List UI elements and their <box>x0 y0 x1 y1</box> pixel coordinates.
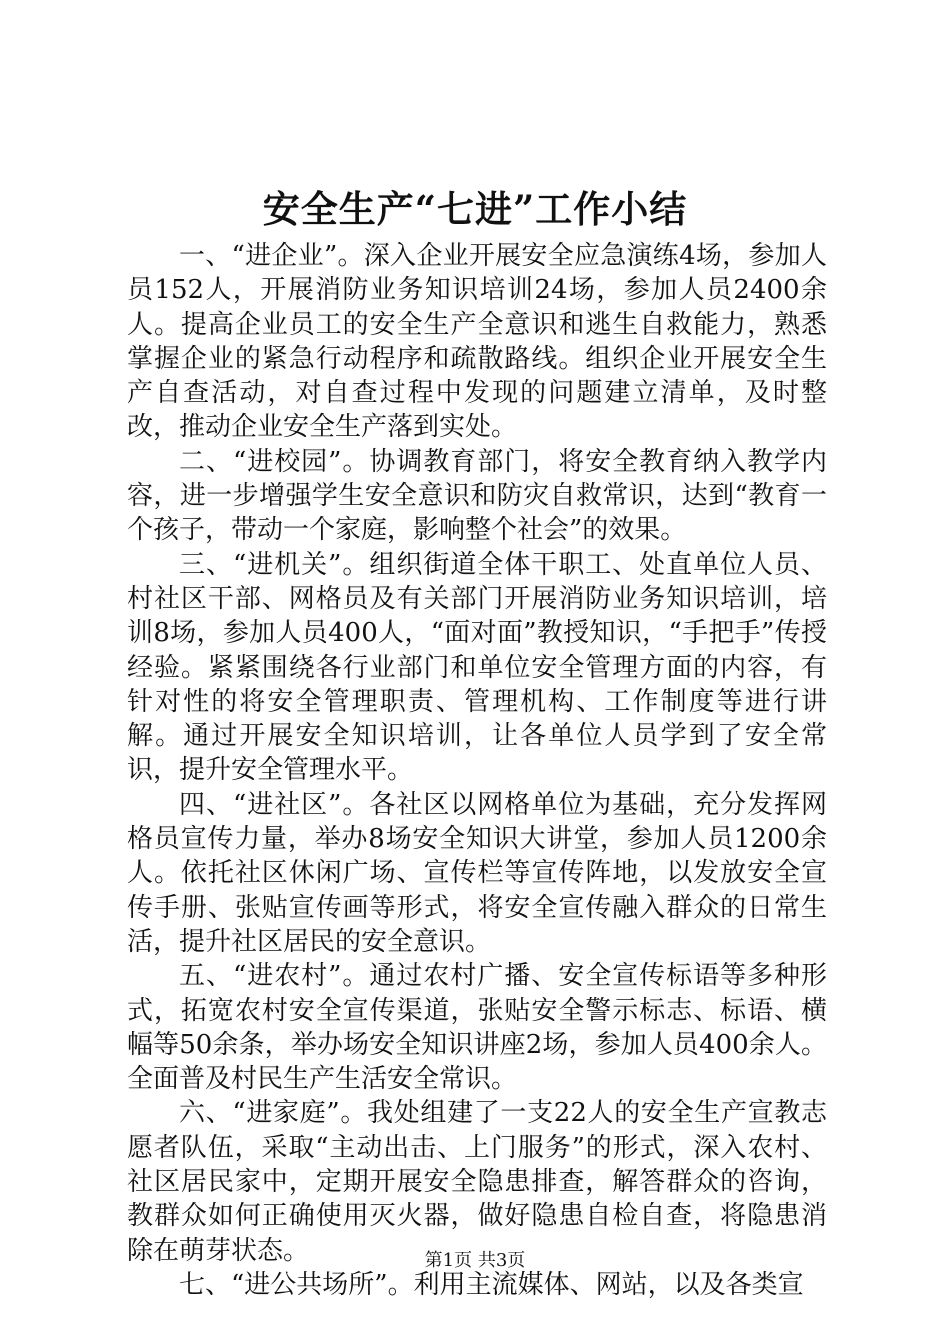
paragraph-public-places: 七、“进公共场所”。利用主流媒体、网站，以及各类宣 <box>179 1269 804 1300</box>
paragraph-family: 六、“进家庭”。我处组建了一支22人的安全生产宣教志愿者队伍，采取“主动出击、上门服务”的形式，深入农村、社区居民家中，定期开展安全隐患排查，解答群众的咨询，教群众如何正确使用灭火器，做好隐患自检自查，将隐患消除在萌芽状态。 <box>127 1098 827 1266</box>
paragraph-enterprise: 一、“进企业”。深入企业开展安全应急演练4场，参加人员152人，开展消防业务知识培训24场，参加人员2400余人。提高企业员工的安全生产全意识和逃生自救能力，熟悉掌握企业的紧急行动程序和疏散路线。组织企业开展安全生产自查活动，对自查过程中发现的问题建立清单，及时整改，推动企业安全生产落到实处。 <box>127 241 827 443</box>
paragraph-rural: 五、“进农村”。通过农村广播、安全宣传标语等多种形式，拓宽农村安全宣传渠道，张贴安全警示标志、标语、横幅等50余条，举办场安全知识讲座2场，参加人员400余人。全面普及村民生产生活安全常识。 <box>127 961 827 1095</box>
paragraph-government-offices: 三、“进机关”。组织街道全体干职工、处直单位人员、村社区干部、网格员及有关部门开展消防业务知识培训，培训8场，参加人员400人，“面对面”教授知识，“手把手”传授经验。紧紧围绕各行业部门和单位安全管理方面的内容，有针对性的将安全管理职责、管理机构、工作制度等进行讲解。通过开展安全知识培训，让各单位人员学到了安全常识，提升安全管理水平。 <box>127 549 827 786</box>
paragraph-community: 四、“进社区”。各社区以网格单位为基础，充分发挥网格员宣传力量，举办8场安全知识大讲堂，参加人员1200余人。依托社区休闲广场、宣传栏等宣传阵地，以发放安全宣传手册、张贴宣传画等形式，将安全宣传融入群众的日常生活，提升社区居民的安全意识。 <box>127 789 827 957</box>
document-title: 安全生产“七进”工作小结 <box>262 187 688 231</box>
paragraph-campus: 二、“进校园”。协调教育部门，将安全教育纳入教学内容，进一步增强学生安全意识和防灾自救常识，达到“教育一个孩子，带动一个家庭，影响整个社会”的效果。 <box>127 446 827 546</box>
page-number-footer: 第1页 共3页 <box>424 1250 526 1271</box>
document-body <box>127 239 827 1302</box>
